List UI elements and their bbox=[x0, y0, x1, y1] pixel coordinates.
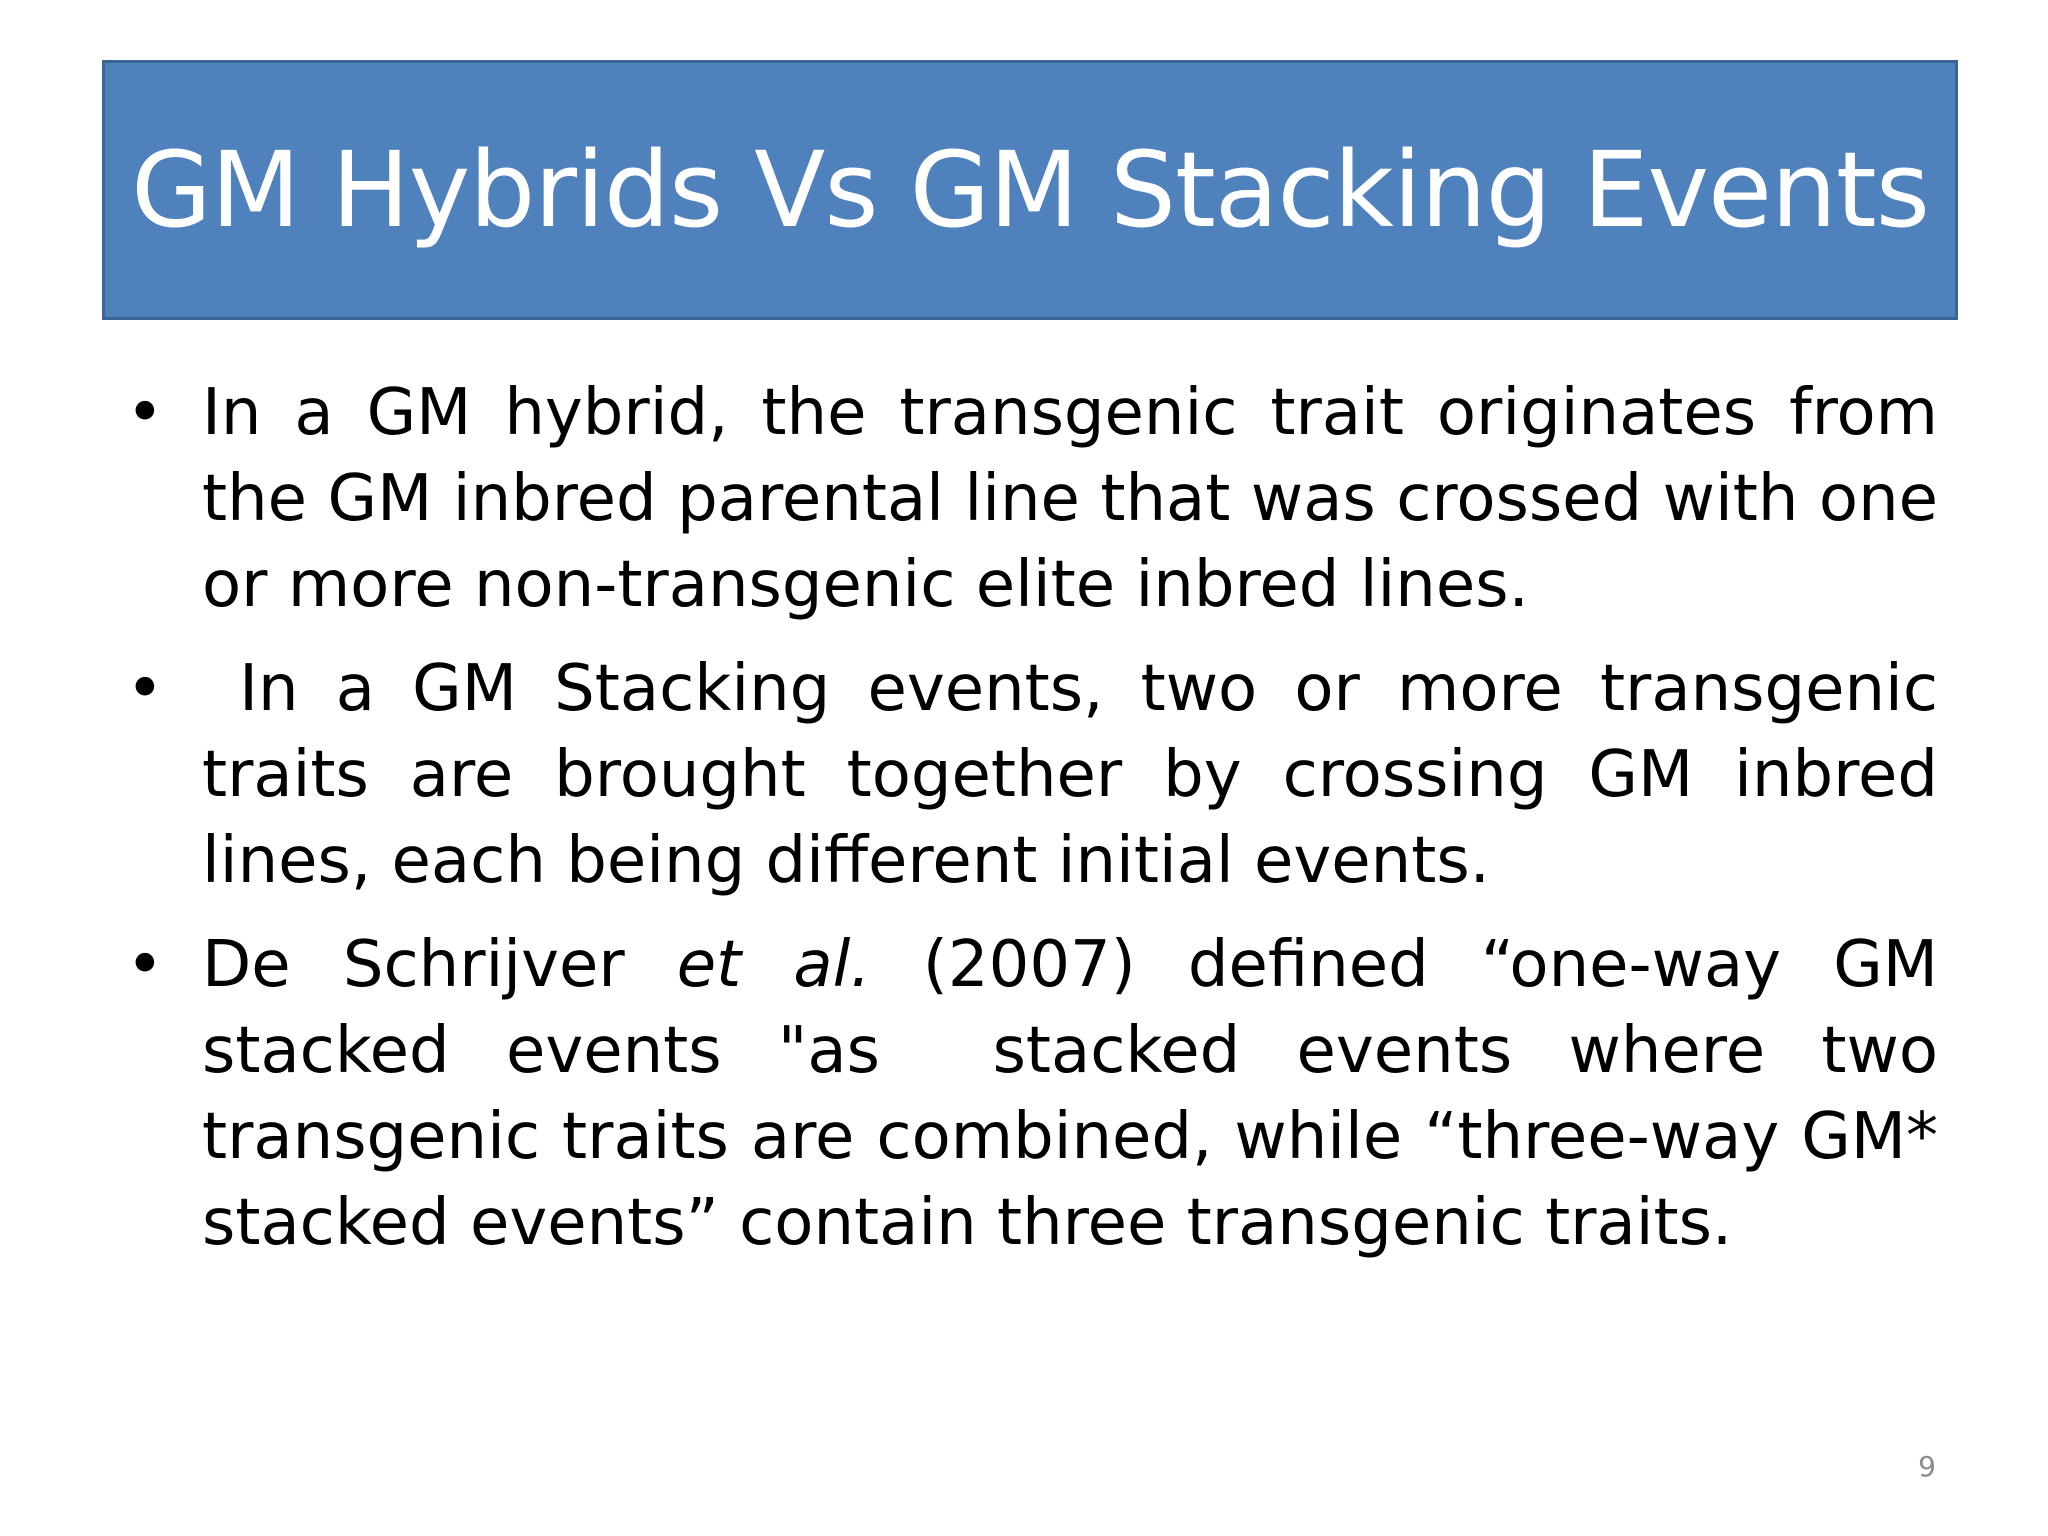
bullet-icon: • bbox=[126, 376, 164, 450]
bullet-icon: • bbox=[126, 928, 164, 1002]
bullet-text-italic: et al. bbox=[676, 928, 871, 1002]
bullet-item-stacking bbox=[120, 646, 1959, 904]
page-number: 9 bbox=[1918, 1450, 1936, 1483]
bullet-text: In a GM hybrid, the transgenic trait originates from the GM inbred parental line that was crossed with one or more non-transgenic elite inbred lines. bbox=[202, 376, 1938, 622]
slide-title: GM Hybrids Vs GM Stacking Events bbox=[131, 129, 1929, 251]
bullet-text: In a GM Stacking events, two or more transgenic traits are brought together by crossing GM inbred lines, each being different initial events. bbox=[202, 652, 1959, 898]
bullet-item-hybrid bbox=[120, 370, 1938, 628]
bullet-text-rest: (2007) defined “one-way GM stacked events "as stacked events where two transgenic traits are combined, while “three-way GM* stacked events” contain three transgenic traits. bbox=[202, 928, 1959, 1260]
bullet-item-definition bbox=[120, 922, 1959, 1266]
bullet-icon: • bbox=[126, 652, 164, 726]
title-banner bbox=[102, 60, 1958, 320]
bullet-text-lead: De Schrijver bbox=[202, 928, 677, 1002]
bullet-list bbox=[120, 370, 1959, 1284]
